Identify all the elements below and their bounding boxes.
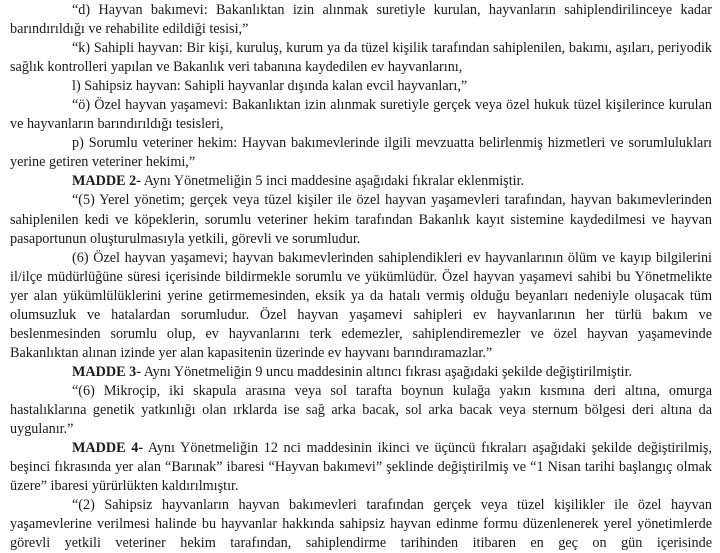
article-4-heading [10,439,712,496]
paragraph-text: “(2) Sahipsiz hayvanların hayvan bakımevleri tarafından gerçek veya tüzel kişilikler ile özel hayvan yaşamevlerine verilmesi halinde bu hayvanlar hakkında sahipsiz hayvan edinme formu düzenlenerek yerel yönetimlerde görevli yetkili veteriner hekim tarafından, sahiplendirme tarihinden itibaren en geç on gün içerisinde [10,497,712,552]
article-label: MADDE 2- [72,173,141,190]
paragraph-clause-6 [10,249,712,363]
paragraph-definition-o [10,96,712,134]
paragraph-text: “(5) Yerel yönetim; gerçek veya tüzel kişiler ile özel hayvan yaşamevleri tarafından, hayvan bakımevlerinden sahiplenilen kedi ve köpeklerin, sorumlu veteriner hekim tarafından Bakanlık kayıt sistemine kaydedilmesi ve hayvan pasaportunun oluşturulmasıyla yetkili, görevli ve sorumludur. [10,192,712,247]
article-label: MADDE 3- [72,363,141,380]
article-3-heading [10,363,712,382]
paragraph-text: (6) Özel hayvan yaşamevi; hayvan bakımevlerinden sahiplendikleri ev hayvanlarının ölüm ve kayıp bilgilerini il/ilçe müdürlüğüne süresi içerisinde bildirmekle sorumlu ve yükümlüdür. Özel hayvan yaşamevi sahibi bu Yönetmelikte yer alan yükümlülüklerini yerine getirmemesinden, eksik ya da hatalı vermiş olduğu beyanları nedeniyle oluşacak tüm olumsuzluk ve hatalardan sorumludur. Özel hayvan yaşamevi sahipleri ev hayvanlarının her türlü bakım ve beslenmesinden sorumlu olup, ev hayvanlarını terk edemezler, sahiplendiremezler ve özel hayvan yaşamevinde Bakanlıktan alınan izinde yer alan kapasitenin üzerinde ev hayvanı barındıramazlar.” [10,249,712,361]
paragraph-text: p) Sorumlu veteriner hekim: Hayvan bakımevlerinde ilgili mevzuatta belirlenmiş hizmetleri ve sorumlulukları yerine getiren veteriner hekimi,” [10,135,712,171]
paragraph-text: “(6) Mikroçip, iki skapula arasına veya sol tarafta boynun kulağa yakın kısmına deri altına, omurga hastalıklarına genetik yatkınlığı olan ırklarda ise sağ arka bacak, sol arka bacak veya sternum bölgesi deri altına da uygulanır.” [10,382,712,438]
article-text: Aynı Yönetmeliğin 12 nci maddesinin ikinci ve üçüncü fıkraları aşağıdaki şekilde değiştirilmiş, beşinci fıkrasında yer alan “Barınak” ibaresi “Hayvan bakımevi” şeklinde değiştirilmiş ve “1 Nisan tarihi başlangıç olmak üzere” ibaresi yürürlükten kaldırılmıştır. [10,440,712,495]
article-text: Aynı Yönetmeliğin 5 inci maddesine aşağıdaki fıkralar eklenmiştir. [140,173,525,190]
article-label: MADDE 4- [72,440,144,457]
paragraph-text: “d) Hayvan bakımevi: Bakanlıktan izin alınmak suretiyle kurulan, hayvanların sahiplendirilinceye kadar barındırıldığı ve rehabilite edildiği tesisi,” [10,2,712,38]
paragraph-definition-k [10,39,712,77]
paragraph-definition-l [10,77,712,96]
paragraph-text: “k) Sahipli hayvan: Bir kişi, kuruluş, kurum ya da tüzel kişilik tarafından sahiplenilen, bakımı, aşıları, periyodik sağlık kontrolleri yapılan ve Bakanlık veri tabanına kaydedilen ev hayvanlarını, [10,40,712,76]
article-text: Aynı Yönetmeliğin 9 uncu maddesinin altıncı fıkrası aşağıdaki şekilde değiştirilmiştir. [140,363,633,380]
article-2-heading [10,172,712,191]
paragraph-text: l) Sahipsiz hayvan: Sahipli hayvanlar dışında kalan evcil hayvanları,” [72,78,468,95]
paragraph-clause-5 [10,191,712,248]
paragraph-definition-p [10,134,712,172]
document-page [10,1,712,553]
paragraph-text: “ö) Özel hayvan yaşamevi: Bakanlıktan izin alınmak suretiyle gerçek veya özel hukuk tüzel kişilerince kurulan ve hayvanların barındırıldığı tesisleri, [10,97,712,133]
paragraph-clause-2 [10,496,712,553]
paragraph-microchip-clause [10,382,712,439]
paragraph-definition-d [10,1,712,39]
